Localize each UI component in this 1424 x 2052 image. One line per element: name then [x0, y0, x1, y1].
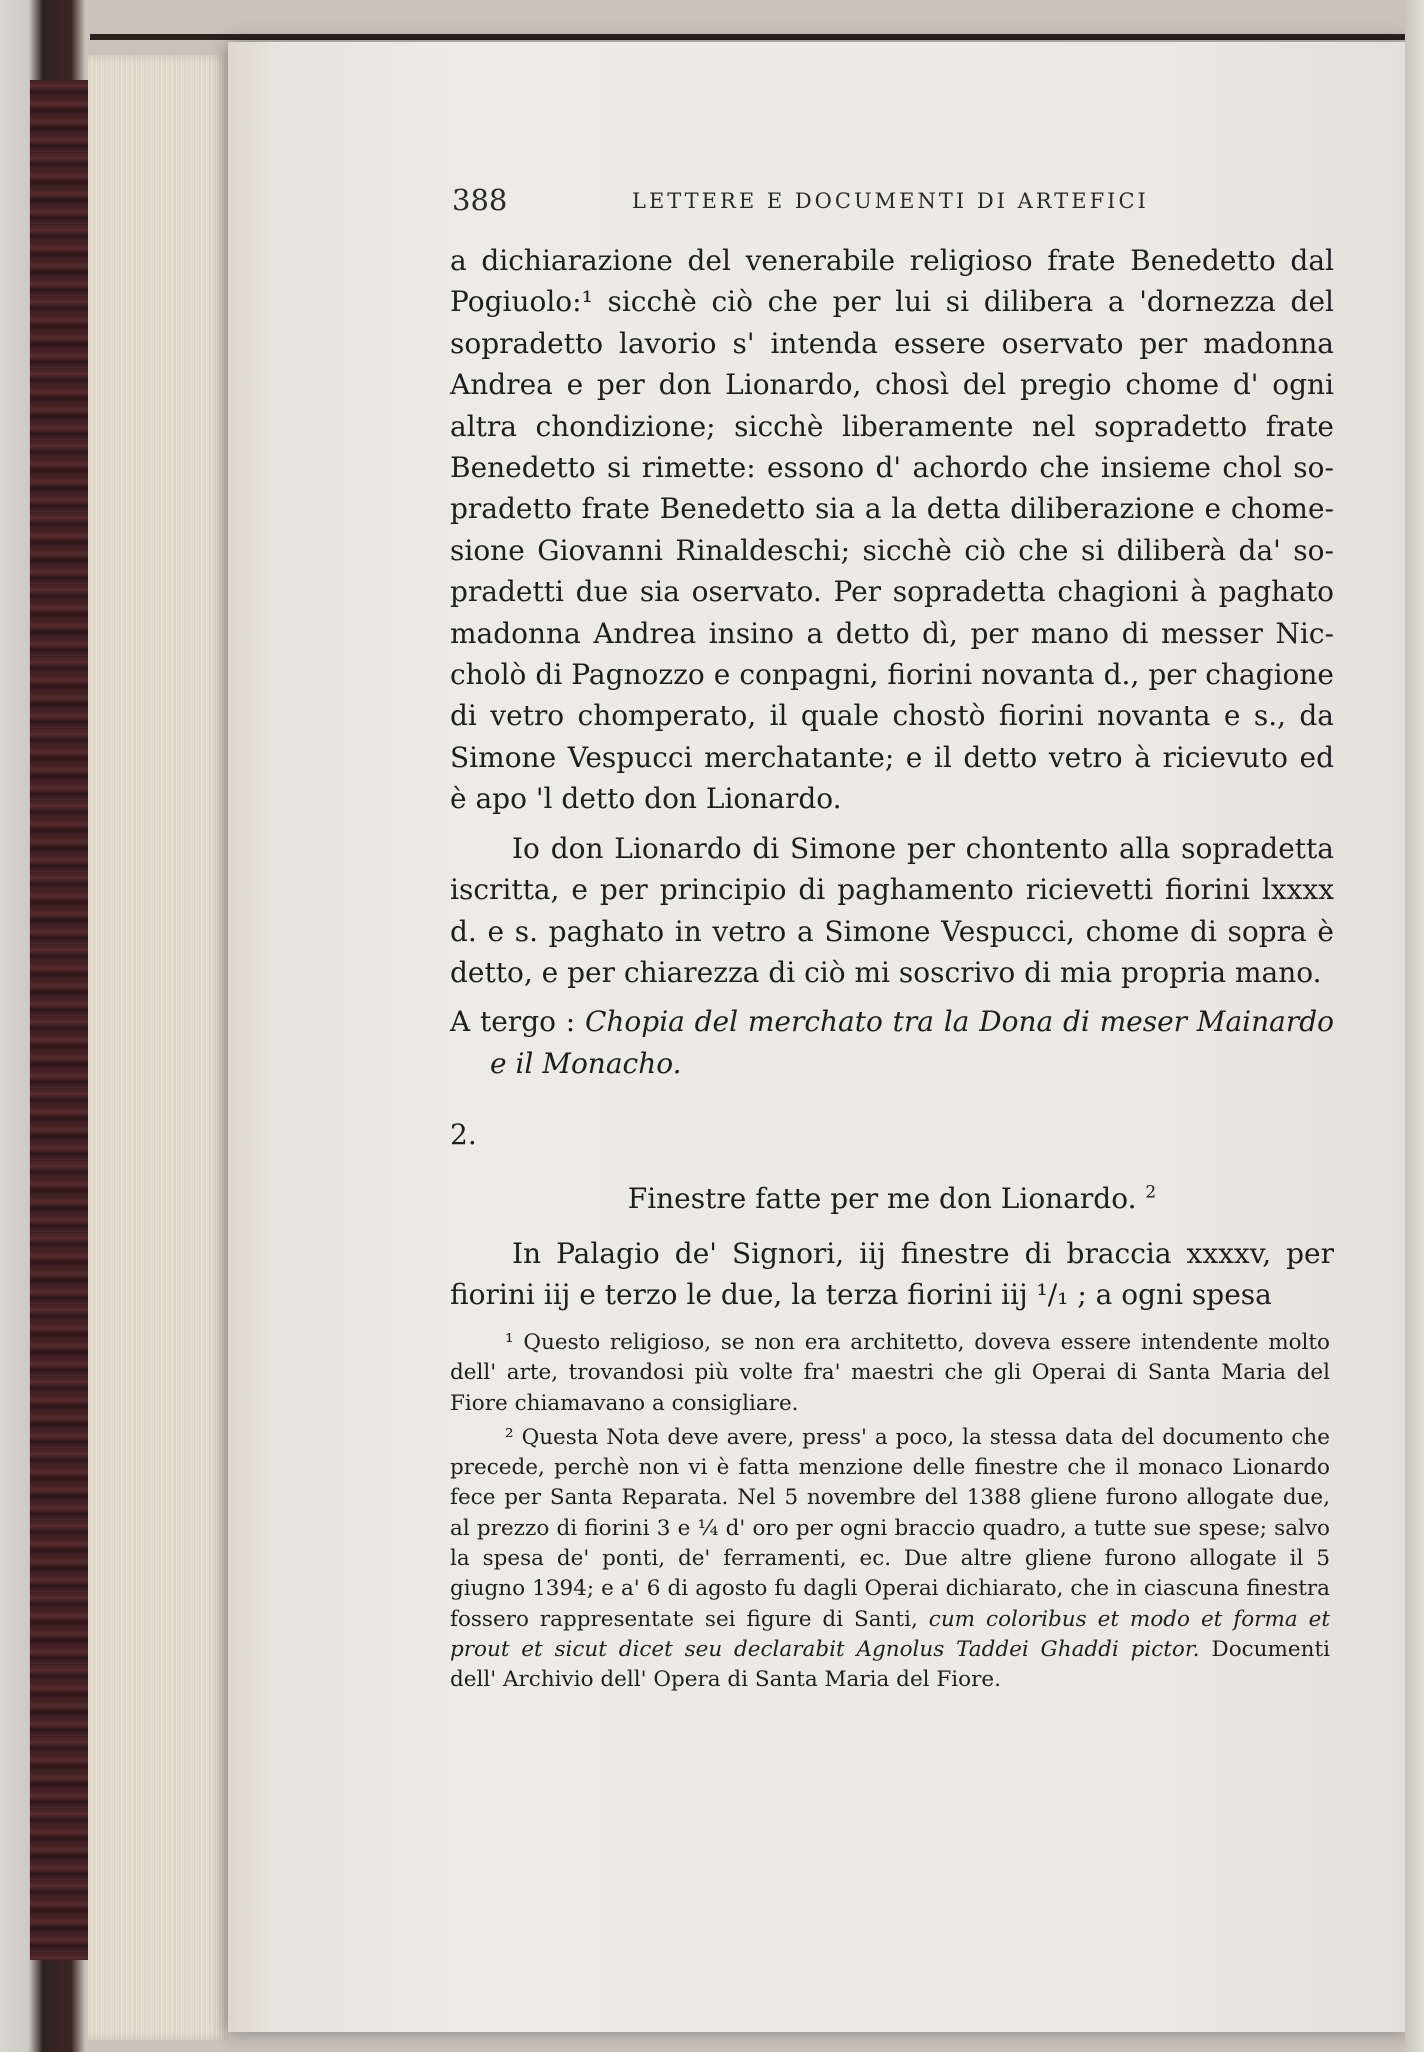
footnote-source: Documenti dell' Archivio dell' Opera di Santa Maria del Fiore. — [450, 1636, 1330, 1693]
text-line: Benedetto si rimette: essono d' achordo che insieme chol so- — [450, 451, 1334, 485]
section-number: 2. — [450, 1118, 477, 1152]
footnote-text: Questa Nota deve avere, press' a poco, la stessa data del documento che precede, perchè non vi è fatta menzione delle finestre che il monaco Lionardo fece per Santa Reparata. Nel 5 novembre del 1388 gliene furono allogate due, al prezzo di fiorini 3 e ¼ d' oro per ogni braccio quadro, a tutte sue spese; salvo la spesa de' ponti, de' ferramenti, ec. Due altre gliene furono allogate il 5 giugno 1394; e a' 6 di agosto fu dagli Operai dichiarato, che in ciascuna finestra fossero rappresentate sei figure di Santi, — [450, 1424, 1330, 1632]
footnote-italic-quote: cum coloribus et modo et forma et prout et sicut dicet seu declarabit Agnolus Taddei Ghaddi pictor. — [450, 1606, 1330, 1662]
page-number: 388 — [452, 183, 508, 217]
footnotes — [450, 1328, 1330, 1700]
text-line: sopradetto lavorio s' intenda essere oservato per madonna — [450, 326, 1334, 360]
footnote-text: Questo religioso, se non era architetto, doveva essere intendente molto dell' arte, trovandosi più volte fra' maestri che gli Operai di Santa Maria del Fiore chiamavano a consigliare. — [450, 1330, 1330, 1416]
text-line: pradetto frate Benedetto sia a la detta diliberazione e chome- — [450, 492, 1334, 526]
text-line: sione Giovanni Rinaldeschi; sicchè ciò che si diliberà da' so- — [450, 533, 1334, 567]
paragraph-2 — [450, 828, 1334, 994]
section-title — [450, 1178, 1334, 1219]
footnote-mark: ² — [505, 1424, 514, 1450]
text-line: pradetti due sia oservato. Per sopradetta chagioni à paghato — [450, 575, 1334, 609]
paragraph-3 — [450, 1233, 1334, 1316]
footnote-mark: ¹ — [505, 1330, 514, 1355]
text-line: Io don Lionardo di Simone per chontento alla sopradetta — [512, 831, 1334, 865]
text-line: è apo 'l detto don Lionardo. — [450, 782, 842, 816]
text-line: fiorini iij e terzo le due, la terza fiorini iij ¹/₁ ; a ogni spesa — [450, 1278, 1272, 1312]
page-header — [452, 181, 1332, 221]
running-title: LETTERE E DOCUMENTI DI ARTEFICI — [632, 189, 1149, 213]
text-line: Andrea e per don Lionardo, chosì del pregio chome d' ogni — [450, 368, 1334, 402]
text-line: Simone Vespucci merchatante; e il detto vetro à ricievuto ed — [450, 740, 1334, 774]
tergo-note — [450, 1001, 1334, 1084]
footnote-2 — [450, 1423, 1330, 1696]
text-line: madonna Andrea insino a detto dì, per mano di messer Nic- — [450, 616, 1334, 650]
page-stack-edges — [88, 55, 228, 2040]
section-title-text: Finestre fatte per me don Lionardo. — [627, 1181, 1137, 1215]
text-line: è detto, e per chiarezza di ciò mi soscrivo di mia propria mano. — [450, 914, 1334, 989]
text-line: a dichiarazione del venerabile religioso frate Benedetto dal — [450, 244, 1334, 277]
main-text — [450, 240, 1334, 1316]
text-line: Pogiuolo:¹ sicchè ciò che per lui si dilibera a 'dornezza del — [450, 285, 1334, 319]
text-line: d. e s. paghato in vetro a Simone Vespucci, chome di sopra — [450, 914, 1307, 948]
text-line: altra chondizione; sicchè liberamente nel sopradetto frate — [450, 409, 1334, 443]
book-top-edge — [90, 34, 1410, 40]
footnote-1 — [450, 1328, 1330, 1419]
facing-page-edge — [1405, 0, 1424, 2052]
footnote-ref: 2 — [1145, 1182, 1157, 1203]
text-line: In Palagio de' Signori, iij finestre di braccia xxxxv, per — [512, 1236, 1334, 1270]
tergo-text: Chopia del merchato tra la Dona di meser Mainardo e il Monacho. — [490, 1005, 1335, 1080]
text-line: cholò di Pagnozzo e conpagni, fiorini novanta d., per chagione — [450, 658, 1334, 692]
text-line: di vetro chomperato, il quale chostò fiorini novanta e s., da — [450, 699, 1334, 733]
tergo-label: A tergo : — [450, 1005, 576, 1039]
paragraph-1 — [450, 240, 1334, 820]
book-cover-edge — [30, 80, 91, 1960]
text-line: iscritta, e per principio di paghamento ricievetti fiorini lxxxx — [450, 873, 1334, 907]
